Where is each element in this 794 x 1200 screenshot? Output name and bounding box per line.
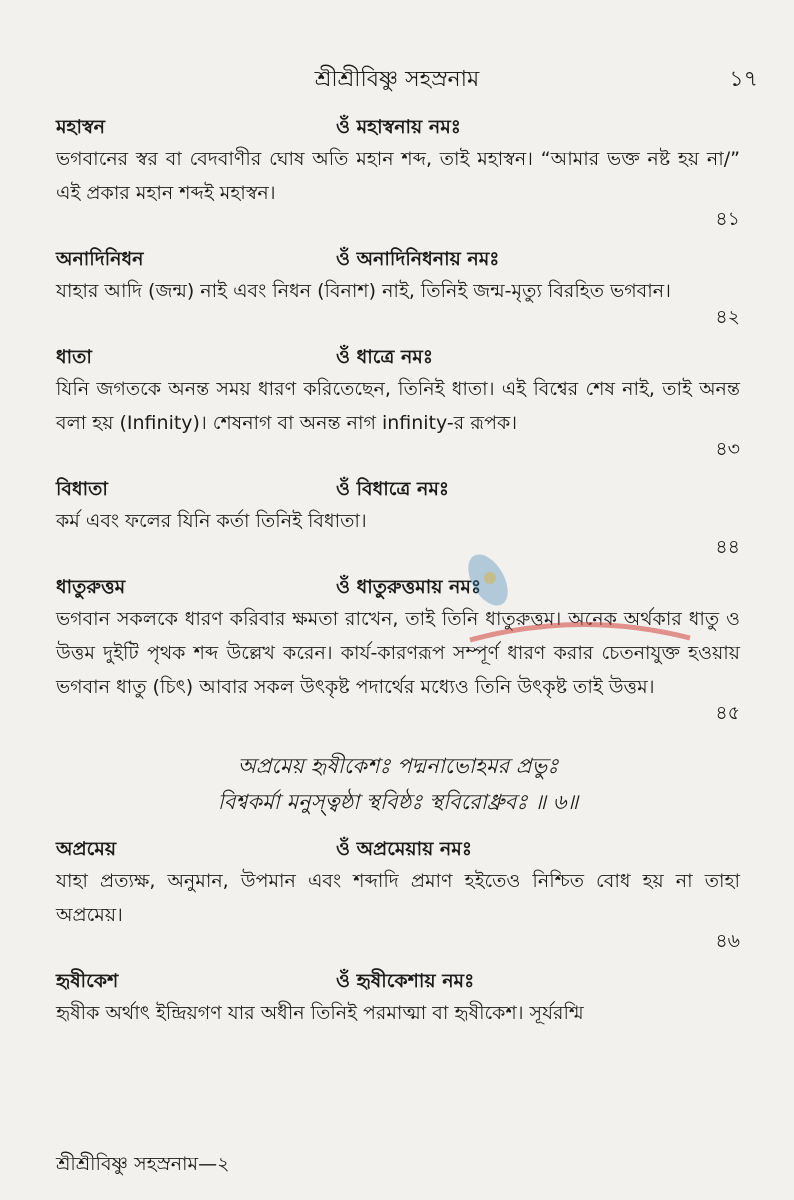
entry-heading — [56, 474, 740, 504]
name-entry — [56, 966, 740, 1030]
entry-mantra: ওঁ ধাত্রে নমঃ — [336, 346, 433, 368]
running-header — [0, 58, 794, 98]
entry-number: ৪৩ — [715, 438, 740, 460]
entry-body: যাহা প্রত্যক্ষ, অনুমান, উপমান এবং শব্দাদি প্রমাণ হইতেও নিশ্চিত বোধ হয় না তাহা অপ্রমেয়। — [56, 870, 740, 926]
entry-name: হৃষীকেশ — [56, 970, 119, 992]
entry-mantra: ওঁ মহাস্বনায় নমঃ — [336, 116, 461, 138]
entry-body: হৃষীক অর্থাৎ ইন্দ্রিয়গণ যার অধীন তিনিই পরমাত্মা বা হৃষীকেশ। সূর্যরশ্মি — [56, 1002, 584, 1024]
name-entry — [56, 834, 740, 954]
entry-heading — [56, 244, 740, 274]
entry-name: অনাদিনিধন — [56, 248, 144, 270]
entry-mantra: ওঁ ধাতুরুত্তমায় নমঃ — [336, 576, 482, 598]
page-number: ১৭ — [729, 67, 758, 92]
entry-name: ধাতা — [56, 346, 92, 368]
entry-heading — [56, 834, 740, 864]
entry-name: অপ্রমেয় — [56, 838, 117, 860]
entry-name: বিধাতা — [56, 478, 108, 500]
verse-line-1: অপ্রমেয় হৃষীকেশঃ পদ্মনাভোহমর প্রভুঃ — [237, 754, 559, 778]
name-entry — [56, 342, 740, 462]
running-footer: শ্রীশ্রীবিষ্ণু সহস্রনাম—২ — [56, 1153, 230, 1175]
entry-heading — [56, 342, 740, 372]
running-title: শ্রীশ্রীবিষ্ণু সহস্রনাম — [314, 67, 480, 92]
entry-heading — [56, 966, 740, 996]
entry-number: ৪২ — [715, 306, 740, 328]
entry-name: মহাস্বন — [56, 116, 105, 138]
entry-body: যাহার আদি (জন্ম) নাই এবং নিধন (বিনাশ) নাই, তিনিই জন্ম-মৃত্যু বিরহিত ভগবান। — [56, 280, 671, 302]
entry-name: ধাতুরুত্তম — [56, 576, 126, 598]
name-entry — [56, 112, 740, 232]
entry-body: ভগবানের স্বর বা বেদবাণীর ঘোষ অতি মহান শব্দ, তাই মহাস্বন। “আমার ভক্ত নষ্ট হয় না/” এই প্রকার মহান শব্দই মহাস্বন। — [56, 148, 740, 204]
entry-body: যিনি জগতকে অনন্ত সময় ধারণ করিতেছেন, তিনিই ধাতা। এই বিশ্বের শেষ নাই, তাই অনন্ত বলা হয় (Infinity)। শেষনাগ বা অনন্ত নাগ infinity-র রূপক। — [56, 378, 740, 434]
entry-mantra: ওঁ হৃষীকেশায় নমঃ — [336, 970, 475, 992]
entry-heading — [56, 112, 740, 142]
entry-number: ৪৫ — [715, 702, 740, 724]
verse-line-2: বিশ্বকর্মা মনুস্ত্বষ্ঠা স্থবিষ্ঠঃ স্থবিরোধ্রুবঃ ॥ ৬॥ — [217, 790, 579, 814]
sloka-verse — [56, 748, 740, 820]
entry-heading — [56, 572, 740, 602]
name-entry — [56, 474, 740, 560]
entry-mantra: ওঁ অপ্রমেয়ায় নমঃ — [336, 838, 472, 860]
entry-body: ভগবান সকলকে ধারণ করিবার ক্ষমতা রাখেন, তাই তিনি ধাতুরুত্তম। অনেক অর্থকার ধাতু ও উত্তম দুইটি পৃথক শব্দ উল্লেখ করেন। কার্য-কারণরূপ সম্পূর্ণ ধারণ করার চেতনাযুক্ত হওয়ায় ভগবান ধাতু (চিৎ) আবার সকল উৎকৃষ্ট পদার্থের মধ্যেও তিনি উৎকৃষ্ট তাই উত্তম। — [56, 608, 740, 698]
entry-number: ৪১ — [715, 208, 740, 230]
entry-body: কর্ম এবং ফলের যিনি কর্তা তিনিই বিধাতা। — [56, 510, 367, 532]
entry-mantra: ওঁ অনাদিনিধনায় নমঃ — [336, 248, 500, 270]
name-entry — [56, 572, 740, 726]
entry-number: ৪৪ — [715, 536, 740, 558]
entry-mantra: ওঁ বিধাত্রে নমঃ — [336, 478, 449, 500]
name-entry — [56, 244, 740, 330]
page-content — [56, 112, 740, 1042]
entry-number: ৪৬ — [715, 930, 740, 952]
